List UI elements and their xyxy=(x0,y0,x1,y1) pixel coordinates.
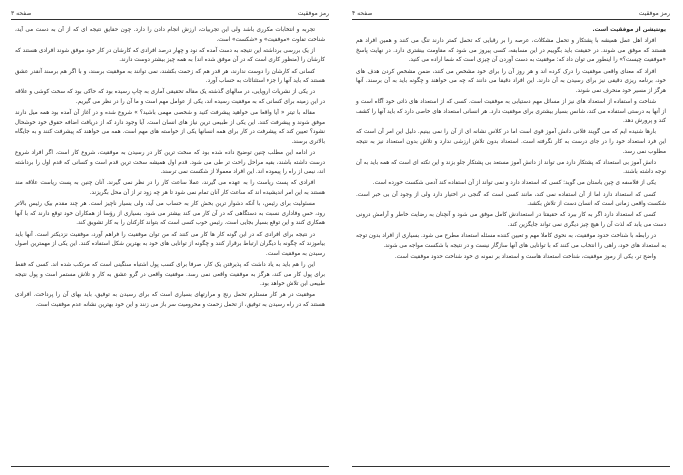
paragraph: واضح تر، یکی از رموز موفقیت، شناخت استعداد هاست و استعداد بر نمونه ی خود شناخت حدود موفقیت است. xyxy=(394,254,656,260)
document-page-right xyxy=(346,4,676,472)
paragraph: در رابطه با شناخت حدود موفقیت، به نحوی کاملا مهم و تعیین کننده مسئله استعداد مطرح می شود. بسیاری از افراد بدون توجه به استعداد های خود، راهی را انتخاب می کنند که با توانایی های آنها سازگار نیست و در نتیجه با شکست مواجه می شوند. xyxy=(356,233,666,249)
paragraph: در ادامه این مطلب چنین توضیح داده شده بود که سخت ترین کار در رسیدن به موفقیت، شروع کار است. اگر افراد شروع درست داشته باشند، بقیه مراحل راحت تر طی می شود. قدم اول همیشه سخت ترین قدم است و کسانی که قدم اول را برداشته اند، نیمی از راه را پیموده اند. این افراد معمولا از شکست نمی ترسند. xyxy=(15,150,325,176)
paragraph: بارها شنیده ایم که می گویند فلانی دانش آموز قوی است اما در کلاس نشانه ای از آن را نمی بینیم. دلیل این امر آن است که این فرد استعداد خود را در جای درست به کار نگرفته است. استعداد بدون تلاش ارزشی ندارد و تلاش بدون استعداد نیز به نتیجه مطلوب نمی رسد. xyxy=(356,129,666,155)
paragraph: از یک بررسی برداشته این نتیجه به دست آمده که نود و چهار درصد افرادی که کارشان در کار خود موفق شوند افرادی هستند که کارشان را (منظور کاری است که در آن موفق شده اند) به همه چیز بیشتر دوست دارند. xyxy=(15,47,325,64)
paragraph-lead: یونتیشن از موفقیت است. xyxy=(592,27,666,33)
footer-rule xyxy=(352,466,670,467)
paragraph: یکی از فلاسفه ی چین باستان می گوید: کسی که استعداد دارد و نمی تواند از آن استفاده کند آدمی شکست خورده است. xyxy=(372,180,656,187)
page-number: صفحه ۳ xyxy=(11,10,32,17)
footer-rule xyxy=(11,466,329,467)
page-body xyxy=(5,26,335,458)
page-body xyxy=(346,26,676,458)
paragraph: شناخت و استفاده از استعداد های نیز از مسائل مهم دستیابی به موفقیت است. کسی که از استعداد های ذاتی خود آگاه است و از آنها به درستی استفاده می کند، شانس بسیار بیشتری برای موفقیت دارد. هر انسانی استعداد های خاصی دارد که باید آنها را کشف کند و پرورش دهد. xyxy=(356,98,666,125)
paragraph: مسئولیت برای رئیس، با آنکه دشوار ترین بخش کار به حساب می آید، ولی بسیار ناچیز است. هر چند مقدم بیک رئیس بالاتر رود، حس وفاداری نسبت به دستگاهی که در آن کار می کند بیشتر می شود. بسیاری از رؤسا از همکاران خود توقع دارند که با آنها همکاری کنند و این توقع بسیار بجایی است. رئیس خوب کسی است که بتواند کارکنان را به کار تشویق کند. xyxy=(15,201,325,227)
paragraph: کسانی که کارشان را دوست ندارند، هر قدر هم که زحمت بکشند، نمی توانند به موفقیت برسند، و با اگر هم برسند آنقدر عشق هستند که باید آنها را جزء استثنائات به حساب آورد. xyxy=(15,68,325,85)
page-number: صفحه ۴ xyxy=(352,10,373,17)
document-page-left xyxy=(5,4,335,472)
paragraph: افراد که معنای واقعی موفقیت را درک کرده اند و هر روز آن را برای خود مشخص می کنند، ضمن مشخص کردن هدف های خود، برنامه ریزی دقیقی نیز برای رسیدن به آن دارند. این افراد دقیقا می دانند که چه می خواهند و چگونه باید به آن برسند. آنها هرگز از مسیر خود منحرف نمی شوند. xyxy=(356,68,666,94)
page-header xyxy=(11,8,329,19)
paragraph: مقاله با تیتر « آیا واقعا می خواهید پیشرفت کنید و شخصی مهمی باشید؟ » شروع شده و در آغاز آن آمده بود همه میل دارند موفق شوند و پیشرفت کنند. این یکی از طبیعی ترین نیاز های انسان است. آیا وجود دارد که از دریافت اضافه حقوق خود خوشحال نشود؟ تعیین کند که پیشرفت در کار برای همه انسانها یکی از خواسته های مهم است. همه می خواهند که پیشرفت کنند و به جایگاه بالاتری برسند. xyxy=(15,110,325,145)
running-title: رمز موفقیت xyxy=(297,10,329,17)
paragraph: تجربه و انتخابات مکرری باشد ولی این تجربیات، ارزش انجام دادن را دارد. چون حقایق نتیجه ای که از آن به دست می آید، شناخت تفاوت «موفقیت» و «شکست» است. xyxy=(15,27,325,43)
header-rule xyxy=(352,19,670,20)
paragraph: افراد اهل عمل همیشه با پشتکار و تحمل مشکلات، عرصه را بر رقبایی که تحمل کمتر دارند تنگ می کنند و همین افراد هم هستند که موفق می شوند. در حقیقت باید بگوییم در این مسابقه، کسی پیروز می شود که مقاومت بیشتری دارد. در نهایت پاسخ «موفقیت چیست؟» را اینطور می توان داد که: موفقیت به دست آوردن آن چیزی است که شما اراده می کنید. xyxy=(356,38,666,64)
running-title: رمز موفقیت xyxy=(638,10,670,17)
paragraph: این را هم باید به یاد داشت که پذیرفتن یک کار، صرفا برای کسب پول اشتباه سنگینی است که مرتکب شده اند. کسی که فقط برای پول کار می کند، هرگز به موفقیت واقعی نمی رسد. موفقیت واقعی در گرو عشق به کار و تلاش مستمر است و پول نتیجه طبیعی این تلاش خواهد بود. xyxy=(15,262,325,288)
paragraph: کسی که استعداد دارد اگر به کار ببرد که حقیقتا در استعدادش کامل موفق می شود و آنچنان به رضایت خاطر و آرامش درونی دست می یابد که لذت آن را هیچ چیز دیگری نمی تواند جایگزین کند. xyxy=(356,212,666,229)
paragraph: در نتیجه برای افرادی که در این گونه کار ها کار می کنند که من توان موفقیت را فراهم آورد، موفقیت نزدیکتر است. آنها باید بیاموزند که چگونه با دیگران ارتباط برقرار کنند و چگونه از توانایی های خود به بهترین شکل استفاده کنند. این یکی از مهمترین اصول رسیدن به موفقیت است. xyxy=(15,231,325,257)
page-header xyxy=(352,8,670,19)
paragraph: افرادی که پست ریاست را به عهده می گیرند، عملا ساعت کار را در نظر نمی گیرند. آنان چنین به پست ریاست علاقه مند هستند به این امر اندیشیده اند که ساعت کار آنان تمام نمی شود تا هر چه زود تر از آن محل بگریزند. xyxy=(15,180,325,197)
paragraph: در یکی از نشریات اروپایی، در سالهای گذشته یک مقاله تحقیقی آماری به چاپ رسیده بود که حاکی بود که سخت کوشی و علاقه در این زمینه برای کسانی که به موفقیت رسیده اند، یکی از عوامل مهم است و ما آن را در نظر می گیریم. xyxy=(15,89,325,105)
paragraph: دانش آموز بی استعداد که پشتکار دارد می تواند از دانش آموز مستعد بی پشتکار جلو بزند و این نکته ای است که همه باید به آن توجه داشته باشند. xyxy=(356,159,666,176)
paragraph: موفقیت در هر کار مستلزم تحمل رنج و مرارتهای بسیاری است که برای رسیدن به توفیق، باید بهای آن را پرداخت. افرادی هستند که در راه رسیدن به توفیق، از تحمل زحمت و محرومیت سر باز می زنند و این خود بهترین نشانه عدم موفقیت است. xyxy=(15,292,325,308)
header-rule xyxy=(11,19,329,20)
paragraph: کسی که استعداد دارد اما از آن استفاده نمی کند، مانند کسی است که گنجی در اختیار دارد ولی از وجود آن بی خبر است. شکست واقعی زمانی است که انسان دست از تلاش بکشد. xyxy=(356,191,666,208)
